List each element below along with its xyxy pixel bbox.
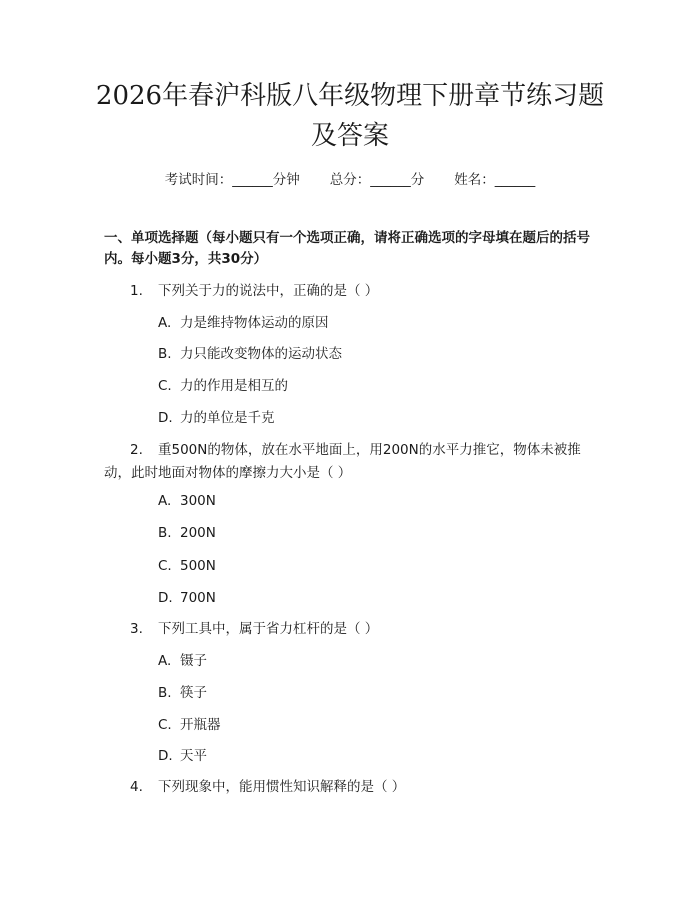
option-letter: A. bbox=[158, 315, 172, 331]
question-text: 重500N的物体，放在水平地面上，用200N的水平力推它，物体未被推动，此时地面对物体的摩擦力大小是（ ） bbox=[104, 442, 581, 481]
question-3-option-d bbox=[158, 746, 598, 766]
question-number: 2. bbox=[130, 442, 143, 458]
question-2-option-c bbox=[158, 556, 598, 576]
document-title: 2026年春沪科版八年级物理下册章节练习题及答案 bbox=[95, 81, 605, 151]
option-text: 力的作用是相互的 bbox=[180, 378, 288, 394]
question-3 bbox=[104, 618, 601, 641]
question-2-option-d bbox=[158, 588, 598, 608]
question-number: 4. bbox=[130, 779, 143, 795]
option-text: 筷子 bbox=[180, 685, 207, 701]
student-name-field: 姓名：______ bbox=[454, 172, 536, 188]
question-number: 1. bbox=[130, 283, 143, 299]
question-1-option-a bbox=[158, 313, 598, 333]
option-letter: C. bbox=[158, 378, 172, 394]
option-text: 200N bbox=[180, 525, 216, 541]
option-letter: B. bbox=[158, 525, 172, 541]
option-letter: D. bbox=[158, 748, 173, 764]
option-text: 力的单位是千克 bbox=[180, 410, 275, 426]
question-text: 下列关于力的说法中，正确的是（ ） bbox=[158, 283, 379, 299]
question-2-option-a bbox=[158, 491, 598, 511]
option-text: 力只能改变物体的运动状态 bbox=[180, 346, 342, 362]
question-4 bbox=[104, 776, 601, 799]
option-text: 500N bbox=[180, 558, 216, 574]
option-letter: A. bbox=[158, 653, 172, 669]
question-3-option-c bbox=[158, 715, 598, 735]
question-1-option-c bbox=[158, 376, 598, 396]
question-number: 3. bbox=[130, 621, 143, 637]
option-text: 天平 bbox=[180, 748, 207, 764]
option-letter: B. bbox=[158, 685, 172, 701]
option-letter: C. bbox=[158, 558, 172, 574]
question-1 bbox=[104, 280, 601, 303]
option-text: 300N bbox=[180, 493, 216, 509]
option-text: 700N bbox=[180, 590, 216, 606]
section-heading: 一、单项选择题（每小题只有一个选项正确，请将正确选项的字母填在题后的括号内。每小题3分，共30分） bbox=[104, 230, 590, 267]
option-text: 镊子 bbox=[180, 653, 207, 669]
option-letter: C. bbox=[158, 717, 172, 733]
option-letter: D. bbox=[158, 410, 173, 426]
option-letter: A. bbox=[158, 493, 172, 509]
option-letter: B. bbox=[158, 346, 172, 362]
question-text: 下列工具中，属于省力杠杆的是（ ） bbox=[158, 621, 379, 637]
exam-time-field: 考试时间：______分钟 bbox=[164, 172, 300, 188]
question-2-option-b bbox=[158, 523, 598, 543]
question-1-option-b bbox=[158, 344, 598, 364]
option-letter: D. bbox=[158, 590, 173, 606]
option-text: 力是维持物体运动的原因 bbox=[180, 315, 329, 331]
exam-info-line bbox=[0, 168, 700, 188]
total-score-field: 总分：______分 bbox=[329, 172, 425, 188]
question-text: 下列现象中，能用惯性知识解释的是（ ） bbox=[158, 779, 406, 795]
question-2 bbox=[104, 439, 601, 485]
question-3-option-a bbox=[158, 651, 598, 671]
option-text: 开瓶器 bbox=[180, 717, 221, 733]
question-1-option-d bbox=[158, 408, 598, 428]
question-3-option-b bbox=[158, 683, 598, 703]
